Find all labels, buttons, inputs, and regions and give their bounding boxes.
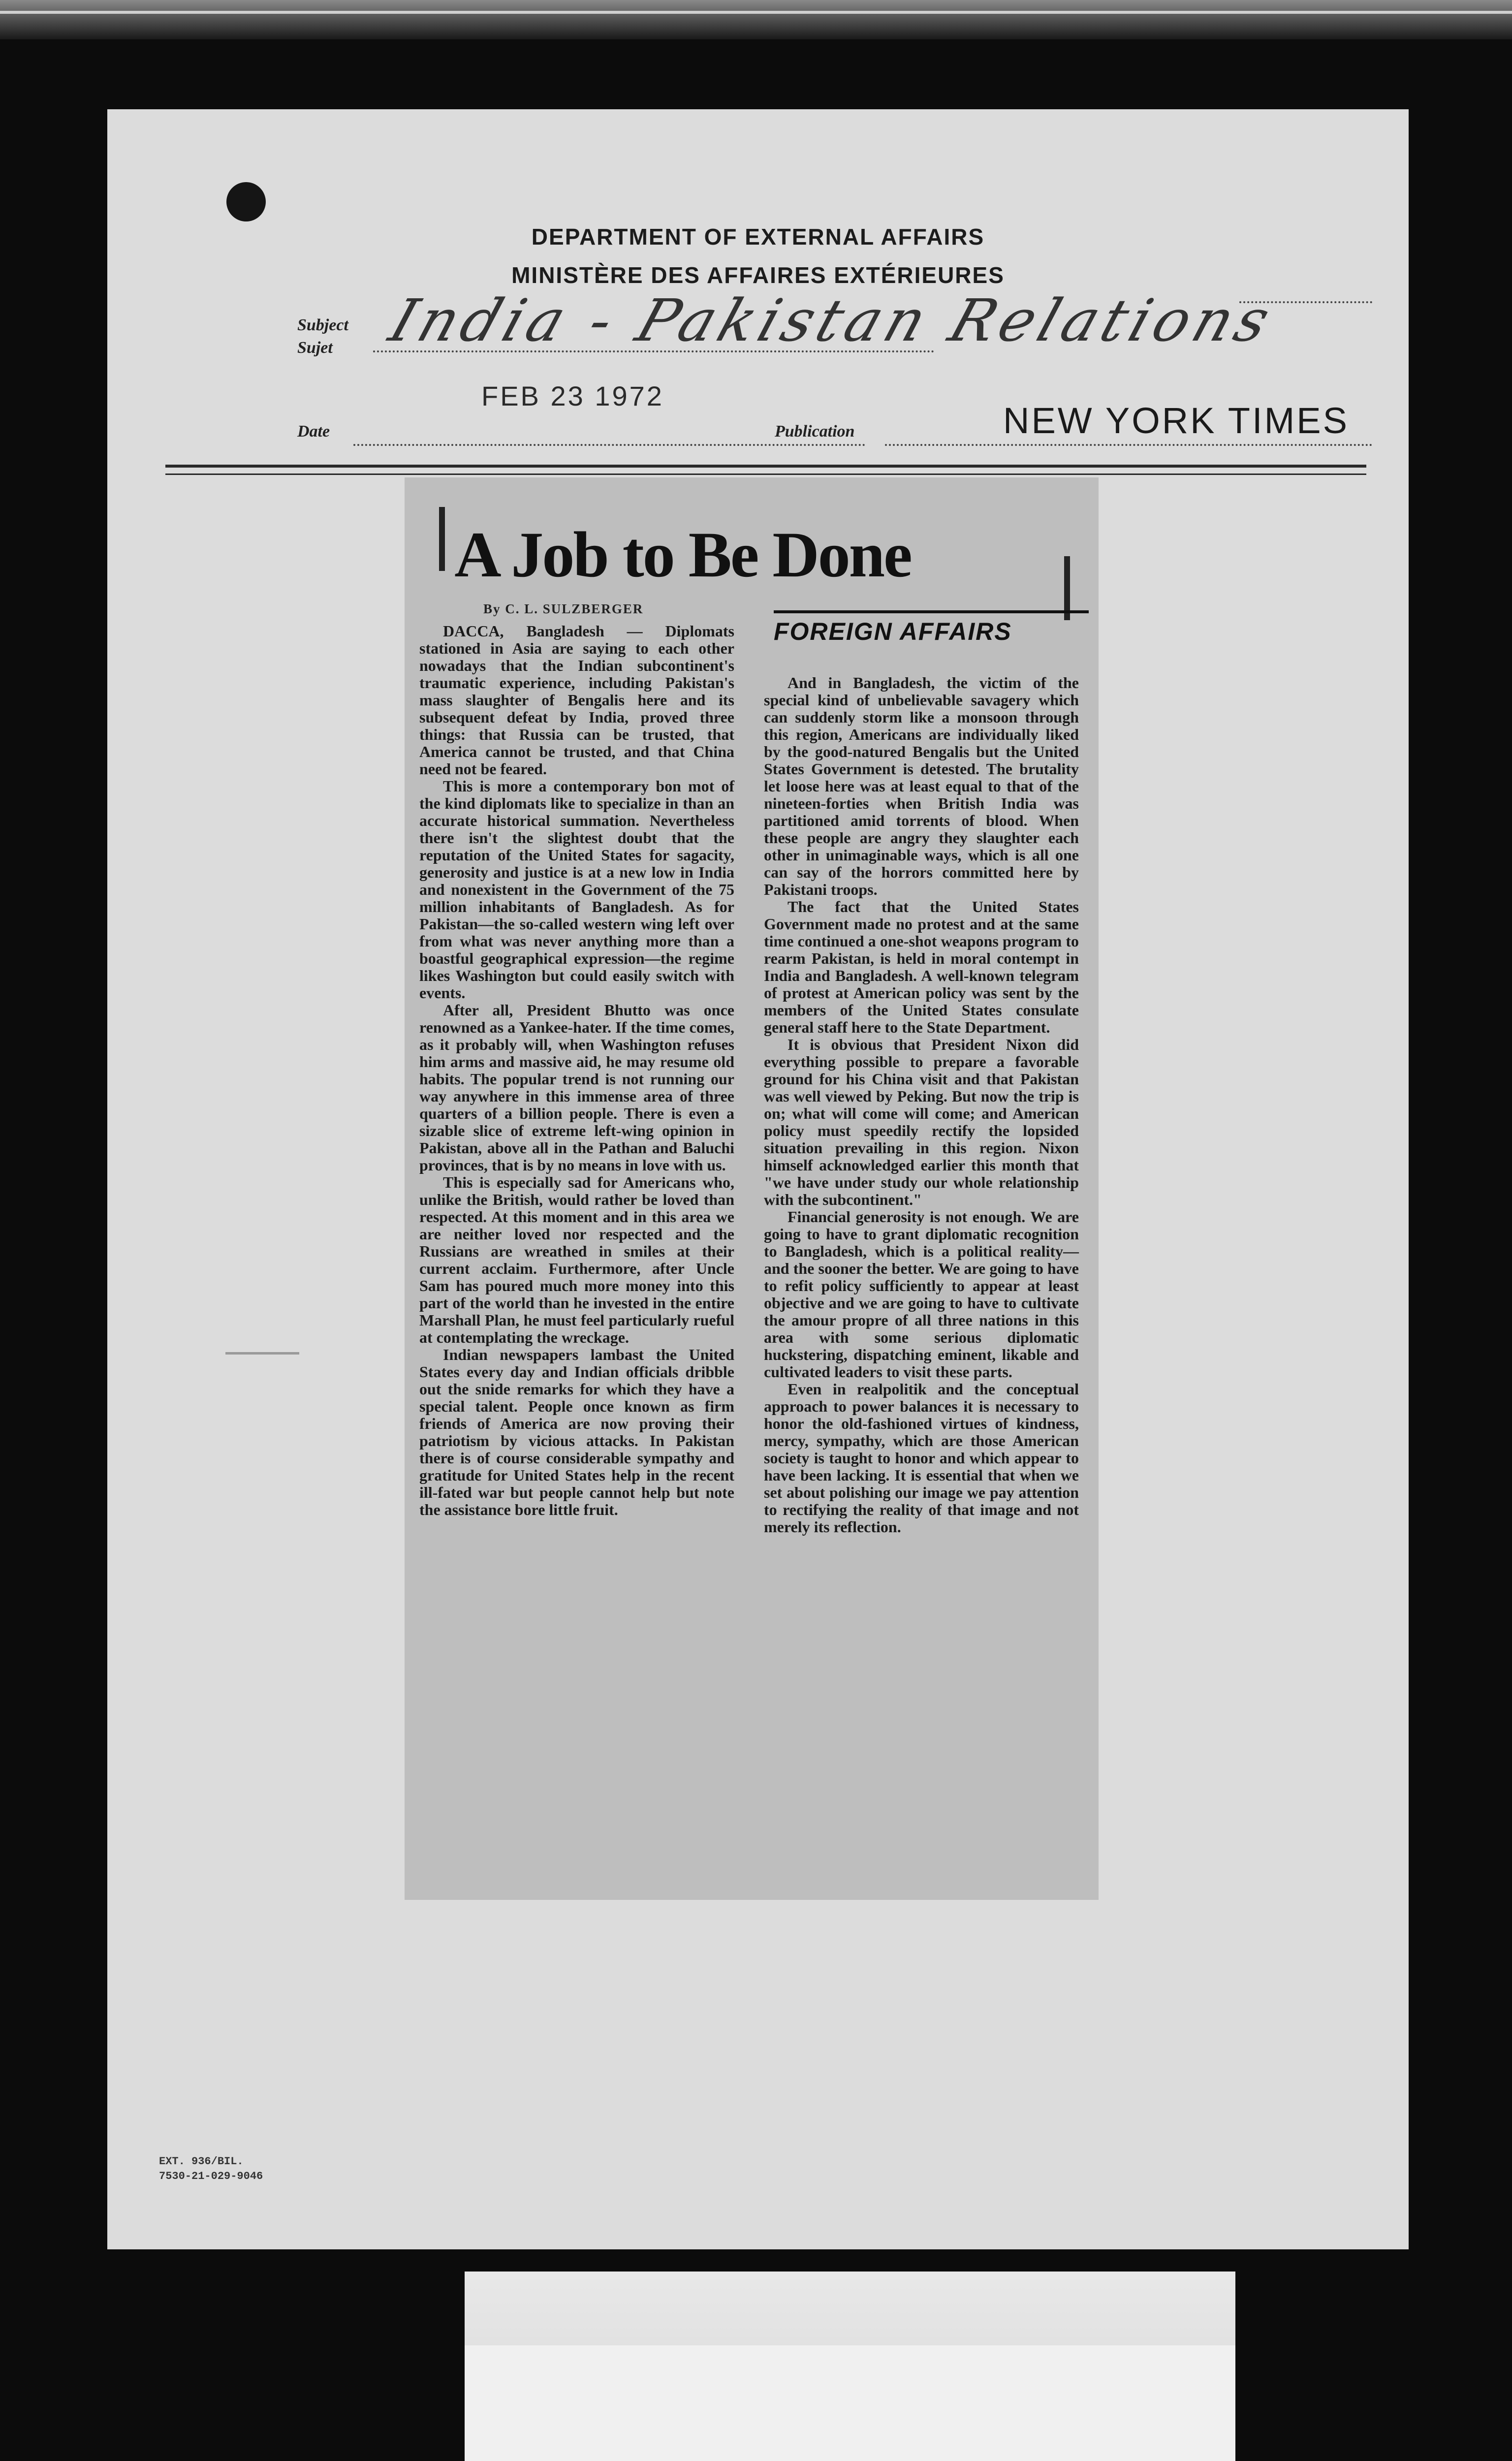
form-code [159,2154,263,2184]
article-paragraph: Financial generosity is not enough. We are going to have to grant diplomatic recognition to Bangladesh, which is a political reality—and the sooner the better. We are going to have to refit policy sufficiently to appear at least objective and we are going to have to cultivate the amour propre of all three nations in this area with some serious diplomatic huckstering, dispatching eminent, likable and cultivated leaders to visit these parts. [764,1208,1079,1381]
article-paragraph: It is obvious that President Nixon did everything possible to prepare a favorable ground for his China visit and that Pakistan was well viewed by Peking. But now the trip is on; what will come will come; and American policy must speedily rectify the lopsided situation prevailing in this region. Nixon himself acknowledged earlier this month that "we have under study our whole relationship with the subcontinent." [764,1036,1079,1208]
next-sheet-edge [465,2272,1235,2461]
subject-label-fr: Sujet [297,339,333,357]
article-column-left [419,623,734,1518]
scan-top-edge [0,0,1512,39]
document-sheet [107,109,1409,2249]
form-code-line-2: 7530-21-029-9046 [159,2170,263,2182]
subject-label-en: Subject [297,316,348,334]
department-name-fr: MINISTÈRE DES AFFAIRES EXTÉRIEURES [511,262,1005,288]
department-name-en: DEPARTMENT OF EXTERNAL AFFAIRS [531,224,985,250]
article-byline: By C. L. SULZBERGER [483,601,644,616]
article-paragraph: Even in realpolitik and the conceptual approach to power balances it is necessary to honor the old-fashioned virtues of kindness, mercy, sympathy, which are those American society is taught to honor and which appear to have been lacking. It is essential that when we set about polishing our image we pay attention to rectifying the reality of that image and not merely its reflection. [764,1380,1079,1536]
form-code-line-1: EXT. 936/BIL. [159,2155,244,2168]
article-column-right [764,674,1079,1536]
publication-line [885,444,1372,446]
publication-name: NEW YORK TIMES [1003,400,1349,441]
header-rule-top [165,465,1366,468]
date-stamp: FEB 23 1972 [481,380,664,411]
article-paragraph: This is especially sad for Americans who, unlike the British, would rather be loved than respected. At this moment and in this area we are neither loved nor respected and the Russians are wreathed in smiles at their current acclaim. Furthermore, after Uncle Sam has poured much more money into this part of the world than he invested in the entire Marshall Plan, he must feel particularly rueful at contemplating the wreckage. [419,1173,734,1346]
article-paragraph: And in Bangladesh, the victim of the special kind of unbelievable savagery which can suddenly storm like a monsoon through this region, Americans are individually liked by the good-natured Bengalis but the United States Government is detested. The brutality let loose here was at least equal to that of the nineteen-forties when British India was partitioned amid torrents of blood. When these people are angry they slaughter each other in unimaginable ways, which is all one can say of the horrors committed here by Pakistani troops. [764,674,1079,898]
header-rule-bottom [165,473,1366,475]
subject-handwriting: India - Pakistan Relations [381,286,1283,354]
publication-label: Publication [775,422,855,441]
column-label: FOREIGN AFFAIRS [774,610,1089,652]
article-paragraph: The fact that the United States Government made no protest and at the same time continued a one-shot weapons program to rearm Pakistan, is held in moral contempt in India and Bangladesh. A well-known telegram of protest at American policy was sent by the members of the United States consulate general staff here to the State Department. [764,898,1079,1036]
date-label: Date [297,422,330,441]
article-paragraph: Indian newspapers lambast the United States every day and Indian officials dribble out the snide remarks for which they have a special talent. People once known as firm friends of America are now proving their patriotism by vicious attacks. In Pakistan there is of course considerable sympathy and gratitude for United States help in the recent ill-fated war but people cannot help but note the assistance bore little fruit. [419,1346,734,1518]
article-paragraph: After all, President Bhutto was once renowned as a Yankee-hater. If the time comes, as it probably will, when Washington refuses him arms and massive aid, he may resume old habits. The popular trend is not running our way anywhere in this immense area of three quarters of a billion people. There is even a sizable slice of extreme left-wing opinion in Pakistan, above all in the Pathan and Baluchi provinces, that is by no means in love with us. [419,1001,734,1174]
scan-top-line [0,11,1512,14]
article-headline: A Job to Be Done [454,518,911,591]
article-paragraph: This is more a contemporary bon mot of the kind diplomats like to specialize in than an accurate historical summation. Nevertheless there isn't the slightest doubt that the reputation of the United States for sagacity, generosity and justice is at a new low in India and nonexistent in the Government of the 75 million inhabitants of Bangladesh. As for Pakistan—the so-called western wing left over from what was never anything more than a boastful geographical expression—the regime likes Washington but could easily switch with events. [419,777,734,1002]
file-number-line [1239,301,1372,303]
letterhead [107,218,1409,294]
punch-hole [226,182,266,221]
next-sheet-band [465,2345,1235,2461]
margin-dash [225,1352,299,1355]
date-line [353,444,865,446]
article-paragraph: DACCA, Bangladesh — Diplomats stationed in Asia are saying to each other nowadays that the Indian subcontinent's traumatic experience, including Pakistan's mass slaughter of Bengalis here and its subsequent defeat by India, proved three things: that Russia can be trusted, that America cannot be trusted, and that China need not be feared. [419,622,734,778]
newspaper-clipping [405,477,1099,1900]
